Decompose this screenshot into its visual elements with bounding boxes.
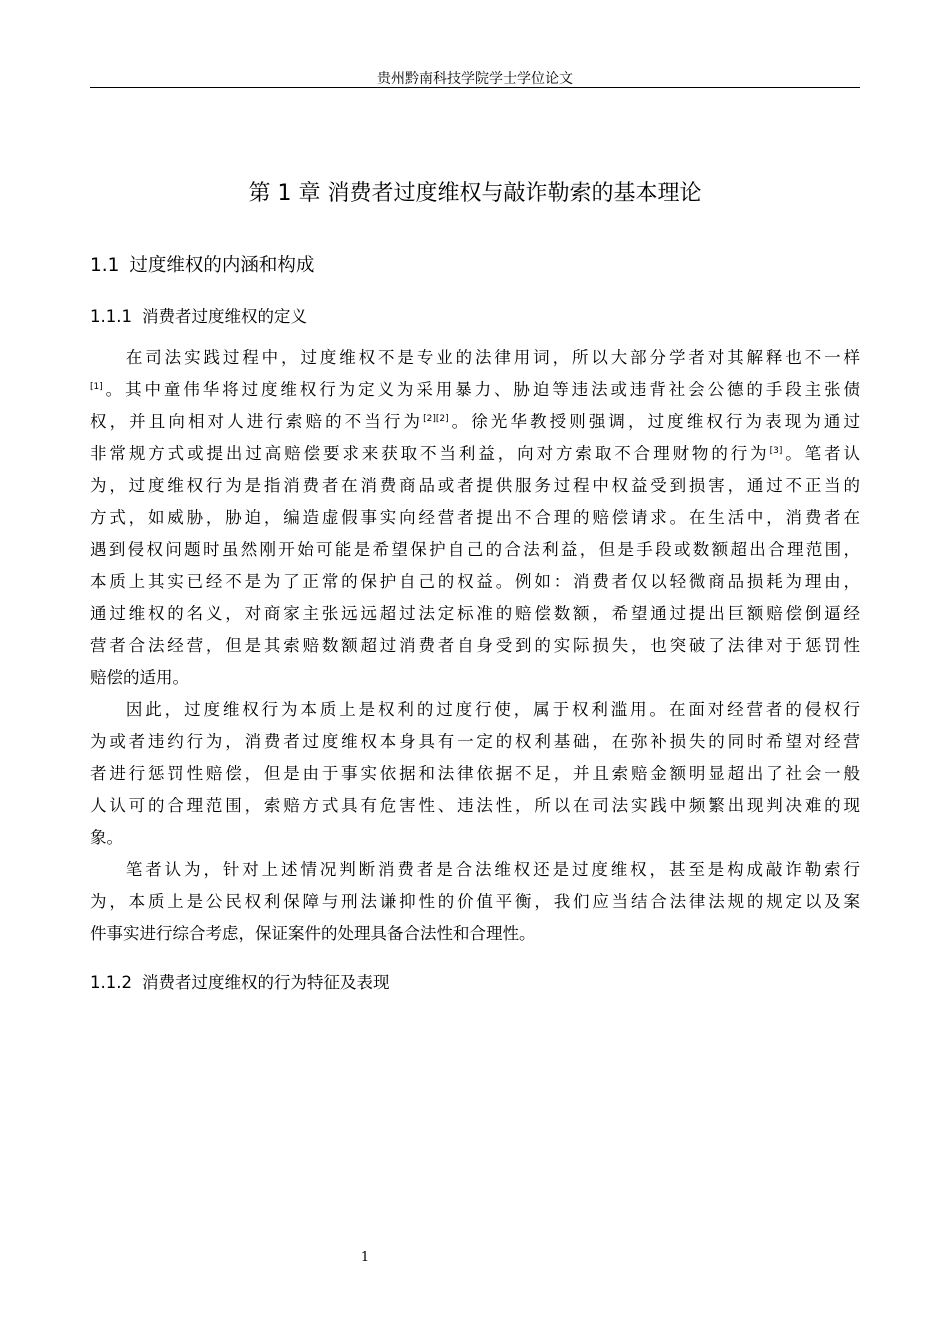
subsection-heading-1-1-2 xyxy=(90,970,389,996)
subsection-title: 消费者过度维权的行为特征及表现 xyxy=(141,973,390,992)
paragraph-1-line-2: [1]。其中童伟华将过度维权行为定义为采用暴力、胁迫等违法或违背社会公德的手段主张债 xyxy=(90,380,860,399)
paragraph-3-line-2: 为，本质上是公民权利保障与刑法谦抑性的价值平衡，我们应当结合法律法规的规定以及案 xyxy=(90,892,860,911)
section-heading-1-1 xyxy=(90,252,314,280)
paragraph-1-line-8: 本质上其实已经不是为了正常的保护自己的权益。例如：消费者仅以轻微商品损耗为理由， xyxy=(90,572,860,591)
paragraph-3-line-1: 笔者认为，针对上述情况判断消费者是合法维权还是过度维权，甚至是构成敲诈勒索行 xyxy=(123,860,860,879)
subsection-number: 1.1.2 xyxy=(90,973,132,992)
paragraph-1-line-10: 营者合法经营，但是其索赔数额超过消费者自身受到的实际损失，也突破了法律对于惩罚性 xyxy=(90,636,860,655)
paragraph-1-line-1: 在司法实践过程中，过度维权不是专业的法律用词，所以大部分学者对其解释也不一样 xyxy=(123,348,860,367)
paragraph-2-line-2: 为或者违约行为，消费者过度维权本身具有一定的权利基础，在弥补损失的同时希望对经营 xyxy=(90,732,860,751)
paragraph-2-line-3: 者进行惩罚性赔偿，但是由于事实依据和法律依据不足，并且索赔金额明显超出了社会一般 xyxy=(90,764,860,783)
paragraph-1-line-6: 方式，如威胁，胁迫，编造虚假事实向经营者提出不合理的赔偿请求。在生活中，消费者在 xyxy=(90,508,860,527)
paragraph-3-line-3: 件事实进行综合考虑，保证案件的处理具备合法性和合理性。 xyxy=(90,924,536,943)
citation-2[interactable]: [2][2] xyxy=(423,414,449,424)
paragraph-2-line-1: 因此，过度维权行为本质上是权利的过度行使，属于权利滥用。在面对经营者的侵权行 xyxy=(123,700,860,719)
subsection-heading-1-1-1 xyxy=(90,304,307,330)
paragraph-1-line-4: 非常规方式或提出过高赔偿要求来获取不当利益，向对方索取不合理财物的行为[3]。笔者认 xyxy=(90,444,861,463)
paragraph-2-line-4: 人认可的合理范围，索赔方式具有危害性、违法性，所以在司法实践中频繁出现判决难的现 xyxy=(90,796,860,815)
subsection-number: 1.1.1 xyxy=(90,307,132,326)
page-number: 1 xyxy=(360,1250,370,1265)
running-header: 贵州黔南科技学院学士学位论文 xyxy=(377,71,573,87)
paragraph-1-line-5: 为，过度维权行为是指消费者在消费商品或者提供服务过程中权益受到损害，通过不正当的 xyxy=(90,476,860,495)
paragraph-1-line-11: 赔偿的适用。 xyxy=(90,668,189,687)
paragraph-1-line-3: 权，并且向相对人进行索赔的不当行为[2][2]。徐光华教授则强调，过度维权行为表现为通过 xyxy=(90,412,861,431)
paragraph-1-line-7: 遇到侵权问题时虽然刚开始可能是希望保护自己的合法利益，但是手段或数额超出合理范围， xyxy=(90,540,860,559)
chapter-title: 第 1 章 消费者过度维权与敲诈勒索的基本理论 xyxy=(248,181,702,206)
citation-3[interactable]: [3] xyxy=(769,446,783,456)
paragraph-2-line-5: 象。 xyxy=(90,828,123,847)
header-divider xyxy=(90,87,860,88)
section-title: 过度维权的内涵和构成 xyxy=(129,255,315,276)
subsection-title: 消费者过度维权的定义 xyxy=(141,307,307,326)
paragraph-1-line-9: 通过维权的名义，对商家主张远远超过法定标准的赔偿数额，希望通过提出巨额赔偿倒逼经 xyxy=(90,604,860,623)
citation-1[interactable]: [1] xyxy=(90,382,103,392)
section-number: 1.1 xyxy=(90,255,120,276)
